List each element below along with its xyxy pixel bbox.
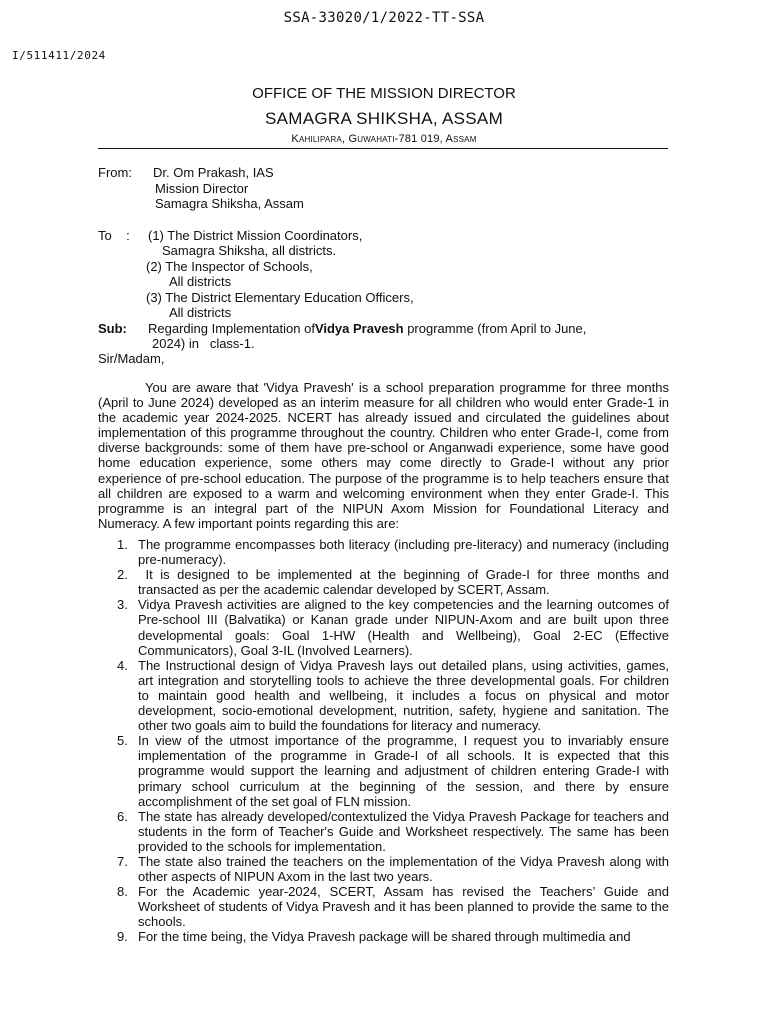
recipient-1-detail: Samagra Shiksha, all districts. <box>162 243 337 258</box>
list-item-number: 7. <box>117 853 128 869</box>
organization-name: SAMAGRA SHIKSHA, ASSAM <box>264 109 504 128</box>
subject-line-2: 2024) in class-1. <box>152 336 255 351</box>
to-label: To : <box>98 228 130 243</box>
list-item-text: It is designed to be implemented at the beginning of Grade-I for three months and transacted as per the academic calendar developed by SCERT, Assam. <box>138 567 673 598</box>
recipient-2-detail: All districts <box>169 274 232 289</box>
recipient-3: (3) The District Elementary Education Officers, <box>146 290 414 305</box>
list-item <box>98 567 673 598</box>
list-item <box>98 809 669 854</box>
list-item-number: 8. <box>117 884 128 900</box>
from-label: From: <box>98 165 132 180</box>
recipient-1: (1) The District Mission Coordinators, <box>148 228 363 243</box>
subject-line <box>148 321 586 336</box>
list-item-number: 3. <box>117 597 128 613</box>
list-item-text: For the Academic year-2024, SCERT, Assam has revised the Teachers’ Guide and Worksheet of students of Vidya Pravesh and it has been planned to provide the same to the schools. <box>138 884 669 930</box>
list-item-number: 4. <box>117 657 128 673</box>
list-item-text: The state also trained the teachers on the implementation of the Vidya Pravesh along with other aspects of NIPUN Axom in the last two years. <box>138 853 669 885</box>
subject-label: Sub: <box>98 321 127 336</box>
points-list <box>98 537 673 945</box>
subject-programme-name: Vidya Pravesh <box>314 321 404 336</box>
body-paragraph: You are aware that 'Vidya Pravesh' is a school preparation programme for three months (April to June 2024) developed as an interim measure for all children who would enter Grade-1 in the academic year 2024-2025. NCERT has already issued and circulated the guidelines about implementation of this programme throughout the country. Children who enter Grade-I, come from diverse backgrounds: some of them have pre-school or Anganwadi experience, some have good home education experience, some others may come directly to Grade-I without any prior experience of pre-school education. The purpose of the programme is to help teachers ensure that all children are exposed to a warm and welcoming environment when they enter Grade-I. This programme is an integral part of the NIPUN Axom Mission for Foundational Literacy and Numeracy. A few important points regarding this are: <box>98 380 669 531</box>
list-item-text: The programme encompasses both literacy (including pre-literacy) and numeracy (including pre-numeracy). <box>138 537 669 568</box>
list-item-number: 1. <box>117 537 128 552</box>
list-item-number: 9. <box>117 929 128 945</box>
list-item <box>98 733 669 808</box>
list-item <box>98 537 669 567</box>
list-item-number: 6. <box>117 808 128 824</box>
list-item-text: Vidya Pravesh activities are aligned to the key competencies and the learning outcomes of Pre-school III (Balvatika) or Kanan grade under NIPUN-Axom and are built upon three developmental goals: Goal 1-HW (Health and Wellbeing), Goal 2-EC (Effective Communicators), Goal 3-IL (Involved Learners). <box>138 597 669 658</box>
list-item-text: In view of the utmost importance of the programme, I request you to invariably ensure implementation of the programme in Grade-I of all schools. It is expected that this programme would support the learning and adjustment of children entering Grade-I with primary school curriculum at the beginning of the session, and there by ensure accomplishment of the set goal of FLN mission. <box>138 733 669 809</box>
list-item <box>98 884 669 929</box>
list-item-text: The state has already developed/contextulized the Vidya Pravesh Package for teachers and students in the form of Teacher's Guide and Worksheet respectively. The same has been provided to the schools for implementation. <box>138 808 669 854</box>
list-item-number: 5. <box>117 733 128 749</box>
salutation: Sir/Madam, <box>98 351 165 366</box>
office-title: OFFICE OF THE MISSION DIRECTOR <box>252 85 516 102</box>
list-item <box>98 929 669 944</box>
list-item-number: 2. <box>117 567 128 583</box>
list-item <box>98 597 669 657</box>
office-address: Kahilipara, Guwahati-781 019, Assam <box>291 133 477 145</box>
subject-text-pre: Regarding Implementation of <box>148 321 315 336</box>
subject-text-post: programme (from April to June, <box>403 321 587 336</box>
list-item <box>98 854 669 884</box>
list-item-text: For the time being, the Vidya Pravesh package will be shared through multimedia and <box>138 929 631 945</box>
list-item <box>98 658 669 733</box>
sender-name: Dr. Om Prakash, IAS <box>153 165 274 180</box>
file-reference-number: SSA-33020/1/2022-TT-SSA <box>283 10 485 26</box>
header-divider <box>98 148 668 149</box>
recipient-3-detail: All districts <box>169 305 232 320</box>
list-item-text: The Instructional design of Vidya Pravesh lays out detailed plans, using activities, games, art integration and storytelling tools to achieve the three developmental goals. For children to maintain good health and wellbeing, it includes a focus on physical and motor development, socio-emotional development, nutrition, safety, hygiene and sanitation. The other two goals aim to build the foundations for literacy and numeracy. <box>138 657 669 734</box>
inward-number: I/511411/2024 <box>12 49 106 62</box>
recipient-2: (2) The Inspector of Schools, <box>146 259 313 274</box>
sender-office: Samagra Shiksha, Assam <box>155 196 304 211</box>
sender-designation: Mission Director <box>155 181 249 196</box>
